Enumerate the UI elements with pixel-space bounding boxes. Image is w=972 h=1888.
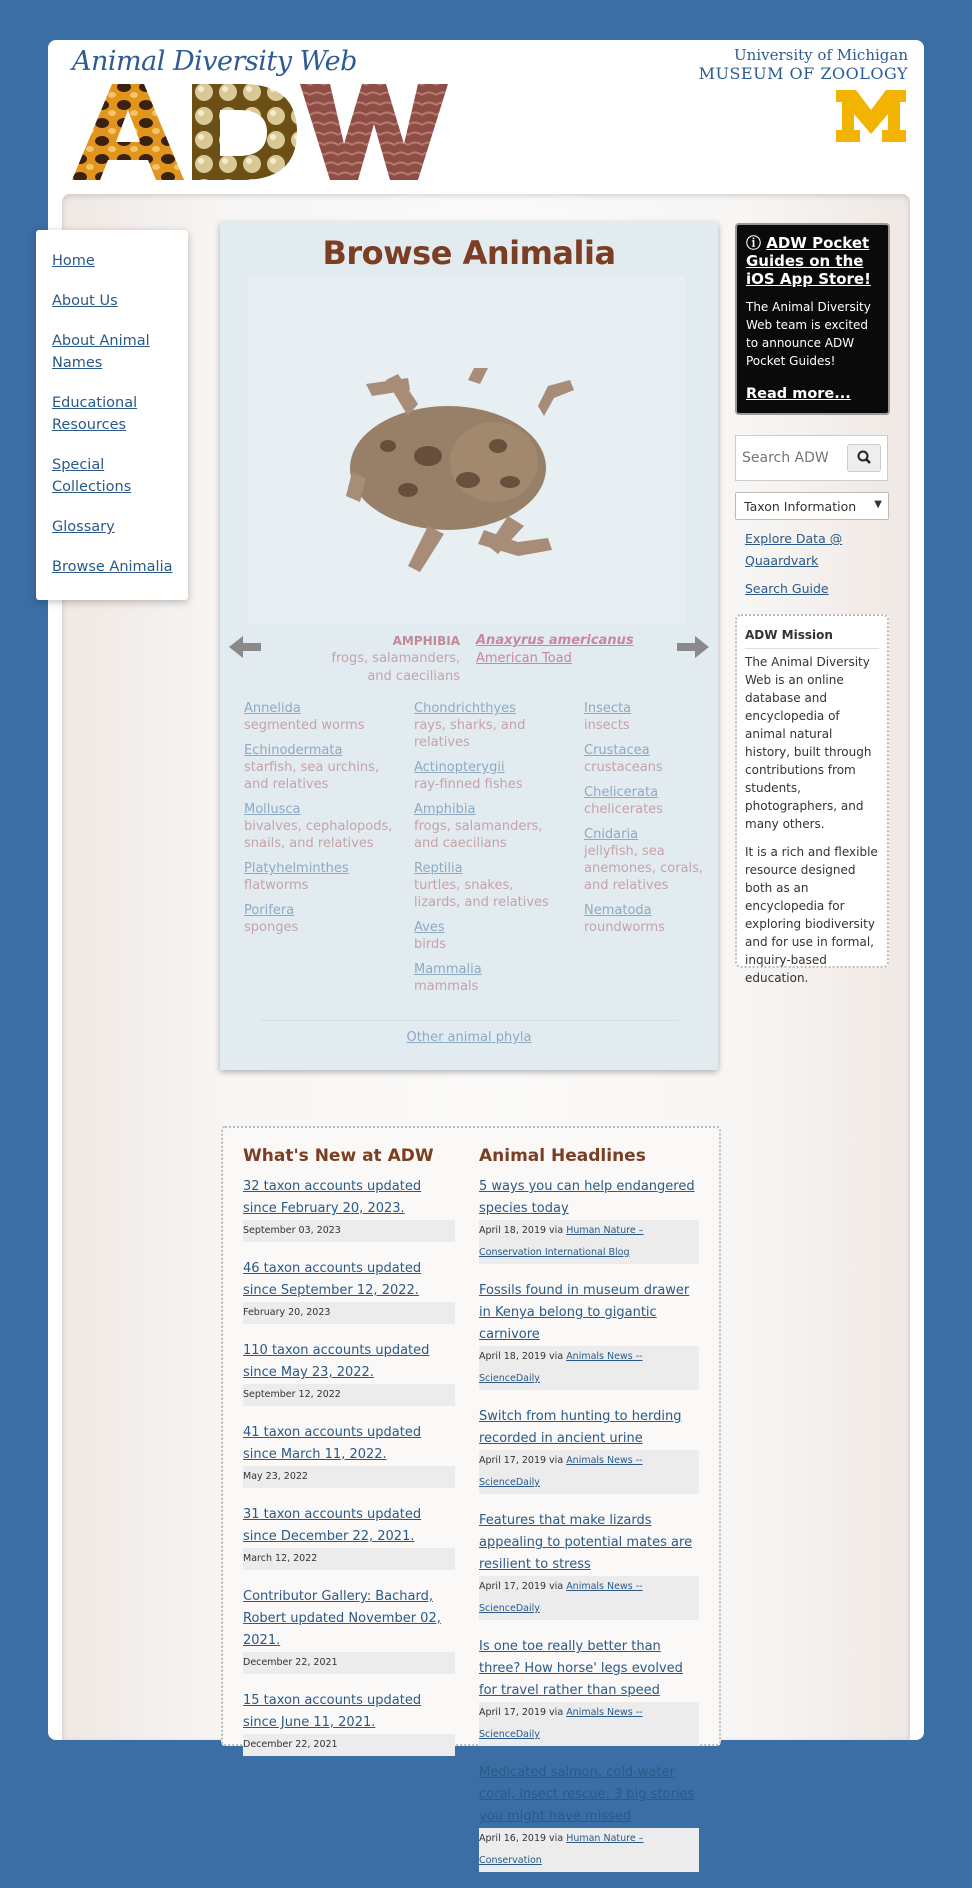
news-date: September 03, 2023 [243, 1220, 455, 1242]
umich-block-m-logo[interactable] [832, 88, 910, 144]
phylum-entry [244, 860, 394, 894]
pocket-body: The Animal Diversity Web team is excited to announce ADW Pocket Guides! [746, 300, 871, 368]
search-links [745, 528, 885, 606]
featured-sci-name[interactable]: Anaxyrus americanus [476, 633, 634, 648]
phylum-desc: insects [584, 718, 630, 733]
mission-title: ADW Mission [745, 628, 833, 642]
phylum-desc: chelicerates [584, 802, 663, 817]
pocket-title-text: ADW Pocket Guides on the iOS App Store! [746, 234, 871, 288]
news-link[interactable]: 46 taxon accounts updated since September 12, 2022. [243, 1261, 422, 1298]
headline-date: April 17, 2019 via [479, 1581, 564, 1592]
headlines-title: Animal Headlines [479, 1146, 646, 1166]
news-item [243, 1690, 455, 1756]
phylum-desc: crustaceans [584, 760, 663, 775]
headline-meta [479, 1450, 699, 1494]
phylum-desc: starfish, sea urchins, and relatives [244, 760, 379, 792]
headlines-column [479, 1146, 699, 1888]
headline-item [479, 1510, 699, 1620]
phylum-link[interactable]: Actinopterygii [414, 760, 505, 775]
search-input[interactable] [740, 444, 842, 472]
news-link[interactable]: 110 taxon accounts updated since May 23, 2022. [243, 1343, 430, 1380]
headline-source[interactable]: Animals News -- ScienceDaily [479, 1581, 643, 1614]
nav-about-us[interactable]: About Us [52, 293, 118, 309]
headline-source[interactable]: Animals News -- ScienceDaily [479, 1455, 643, 1488]
phylum-desc: segmented worms [244, 718, 365, 733]
headline-date: April 16, 2019 via [479, 1833, 564, 1844]
mission-paragraph: It is a rich and flexible resource designed both as an encyclopedia for exploring biodiversity and for use in formal, inquiry-based education. [745, 845, 878, 985]
whats-new-title: What's New at ADW [243, 1146, 434, 1166]
phylum-desc: birds [414, 937, 447, 952]
phylum-entry [584, 784, 714, 818]
phylum-desc: flatworms [244, 878, 309, 893]
umich-line2: MUSEUM OF ZOOLOGY [698, 64, 908, 83]
phyla-column-2 [414, 700, 554, 1003]
nav-special-collections[interactable]: Special Collections [52, 457, 132, 495]
phylum-entry [414, 961, 554, 995]
featured-common-name[interactable]: American Toad [476, 651, 572, 666]
whats-new-column [243, 1146, 455, 1772]
phylum-link[interactable]: Cnidaria [584, 827, 639, 842]
phyla-column-1 [244, 700, 394, 944]
adw-logo[interactable] [72, 80, 462, 182]
featured-carousel [220, 630, 718, 690]
news-date: May 23, 2022 [243, 1466, 455, 1488]
headline-item [479, 1636, 699, 1746]
news-item [243, 1340, 455, 1406]
chevron-down-icon: ▼ [874, 499, 882, 510]
phylum-desc: turtles, snakes, lizards, and relatives [414, 878, 549, 910]
browse-panel [220, 222, 718, 1070]
phylum-link[interactable]: Insecta [584, 701, 632, 716]
headline-source[interactable]: Animals News -- ScienceDaily [479, 1707, 643, 1740]
mission-paragraph: The Animal Diversity Web is an online database and encyclopedia of animal natural history, built through contributions from students, photographers, and many others. [745, 655, 872, 831]
featured-class-desc: frogs, salamanders, and caecilians [331, 651, 460, 684]
info-icon: ⓘ [746, 234, 762, 252]
phylum-entry [244, 742, 394, 793]
phylum-link[interactable]: Reptilia [414, 861, 463, 876]
news-date: September 12, 2022 [243, 1384, 455, 1406]
other-phyla [220, 1030, 718, 1045]
phylum-link[interactable]: Porifera [244, 903, 295, 918]
headline-link[interactable]: Fossils found in museum drawer in Kenya belong to gigantic carnivore [479, 1283, 690, 1342]
news-link[interactable]: 15 taxon accounts updated since June 11, 2021. [243, 1693, 422, 1730]
phylum-entry [244, 700, 394, 734]
divider [745, 648, 879, 649]
phylum-link[interactable]: Nematoda [584, 903, 652, 918]
arrow-left-icon[interactable] [229, 636, 261, 658]
news-link[interactable]: Contributor Gallery: Bachard, Robert updated November 02, 2021. [243, 1589, 441, 1648]
phylum-desc: bivalves, cephalopods, snails, and relatives [244, 819, 393, 851]
phylum-entry [584, 742, 714, 776]
headline-date: April 18, 2019 via [479, 1351, 564, 1362]
nav-browse-animalia[interactable]: Browse Animalia [52, 559, 173, 575]
headline-meta [479, 1828, 699, 1872]
nav-about-animal-names[interactable]: About Animal Names [52, 333, 150, 371]
news-date: December 22, 2021 [243, 1734, 455, 1756]
phylum-desc: roundworms [584, 920, 665, 935]
taxon-select-value: Taxon Information [744, 499, 857, 514]
search-button[interactable] [847, 444, 881, 472]
headline-link[interactable]: Switch from hunting to herding recorded in ancient urine [479, 1409, 682, 1446]
site-title[interactable]: Animal Diversity Web [72, 46, 357, 77]
headline-link[interactable]: 5 ways you can help endangered species today [479, 1179, 695, 1216]
phylum-link[interactable]: Mollusca [244, 802, 301, 817]
phylum-entry [244, 801, 394, 852]
news-item [243, 1258, 455, 1324]
news-link[interactable]: 31 taxon accounts updated since December 22, 2021. [243, 1507, 422, 1544]
headline-link[interactable]: Medicated salmon, cold-water coral, insect rescue: 3 big stories you might have missed [479, 1765, 695, 1824]
arrow-right-icon[interactable] [677, 636, 709, 658]
phylum-link[interactable]: Chondrichthyes [414, 701, 516, 716]
pocket-title[interactable] [746, 234, 879, 288]
phylum-link[interactable]: Platyhelminthes [244, 861, 349, 876]
main-nav [36, 230, 188, 600]
headline-item [479, 1280, 699, 1390]
phylum-link[interactable]: Echinodermata [244, 743, 343, 758]
headline-meta [479, 1576, 699, 1620]
featured-image[interactable] [248, 276, 685, 624]
nav-glossary[interactable]: Glossary [52, 519, 115, 535]
headline-meta [479, 1702, 699, 1746]
phylum-desc: ray-finned fishes [414, 777, 523, 792]
phylum-entry [414, 860, 554, 911]
news-item [243, 1422, 455, 1488]
headline-date: April 17, 2019 via [479, 1455, 564, 1466]
phylum-entry [244, 902, 394, 936]
phylum-desc: mammals [414, 979, 479, 994]
phylum-entry [584, 902, 714, 936]
explore-data-link[interactable]: Explore Data @ Quaardvark [745, 531, 843, 568]
headline-source[interactable]: Animals News -- ScienceDaily [479, 1351, 643, 1384]
news-date: March 12, 2022 [243, 1548, 455, 1570]
phylum-desc: jellyfish, sea anemones, corals, and relatives [584, 844, 704, 893]
phylum-entry [414, 919, 554, 953]
divider [260, 1020, 678, 1021]
headline-meta [479, 1220, 699, 1264]
news-item [243, 1176, 455, 1242]
phylum-link[interactable]: Crustacea [584, 743, 650, 758]
mission-box [735, 614, 889, 985]
search-guide-link[interactable]: Search Guide [745, 581, 829, 596]
phylum-desc: sponges [244, 920, 299, 935]
headline-link[interactable]: Is one toe really better than three? How horse' legs evolved for travel rather than speed [479, 1639, 683, 1698]
phylum-link[interactable]: Annelida [244, 701, 301, 716]
browse-title: Browse Animalia [322, 234, 616, 272]
toad-image [248, 276, 685, 624]
featured-class [310, 632, 460, 686]
umich-museum[interactable] [699, 46, 908, 83]
news-item [243, 1504, 455, 1570]
headline-source[interactable]: Human Nature – Conservation [479, 1833, 644, 1866]
news-link[interactable]: 32 taxon accounts updated since February 20, 2023. [243, 1179, 422, 1216]
news-date: December 22, 2021 [243, 1652, 455, 1674]
nav-home[interactable]: Home [52, 253, 95, 269]
news-item [243, 1586, 455, 1674]
phylum-entry [414, 801, 554, 852]
featured-class-name: AMPHIBIA [392, 634, 460, 648]
news-section [221, 1126, 721, 1866]
headline-meta [479, 1346, 699, 1390]
phylum-entry [414, 759, 554, 793]
other-phyla-link[interactable]: Other animal phyla [406, 1030, 532, 1045]
headline-source[interactable]: Human Nature – Conservation International Blog [479, 1225, 644, 1258]
search-box [735, 435, 888, 481]
phylum-entry [414, 700, 554, 751]
read-more-link[interactable]: Read more... [746, 386, 851, 402]
headline-link[interactable]: Features that make lizards appealing to potential mates are resilient to stress [479, 1513, 693, 1572]
nav-educational-resources[interactable]: Educational Resources [52, 395, 138, 433]
phylum-link[interactable]: Amphibia [414, 802, 476, 817]
phylum-link[interactable]: Aves [414, 920, 445, 935]
phylum-link[interactable]: Chelicerata [584, 785, 659, 800]
headline-date: April 17, 2019 via [479, 1707, 564, 1718]
phylum-entry [584, 700, 714, 734]
phyla-column-3 [584, 700, 714, 944]
phylum-entry [584, 826, 714, 894]
news-date: February 20, 2023 [243, 1302, 455, 1324]
headline-item [479, 1406, 699, 1494]
taxon-select[interactable] [735, 492, 889, 520]
headline-date: April 18, 2019 via [479, 1225, 564, 1236]
phylum-desc: frogs, salamanders, and caecilians [414, 819, 543, 851]
phylum-desc: rays, sharks, and relatives [414, 718, 526, 750]
headline-item [479, 1176, 699, 1264]
search-icon [848, 445, 880, 471]
featured-species [476, 632, 634, 668]
news-link[interactable]: 41 taxon accounts updated since March 11, 2022. [243, 1425, 422, 1462]
phylum-link[interactable]: Mammalia [414, 962, 482, 977]
umich-line1: University of Michigan [734, 46, 908, 64]
headline-item [479, 1762, 699, 1872]
pocket-guides-promo [735, 223, 890, 415]
